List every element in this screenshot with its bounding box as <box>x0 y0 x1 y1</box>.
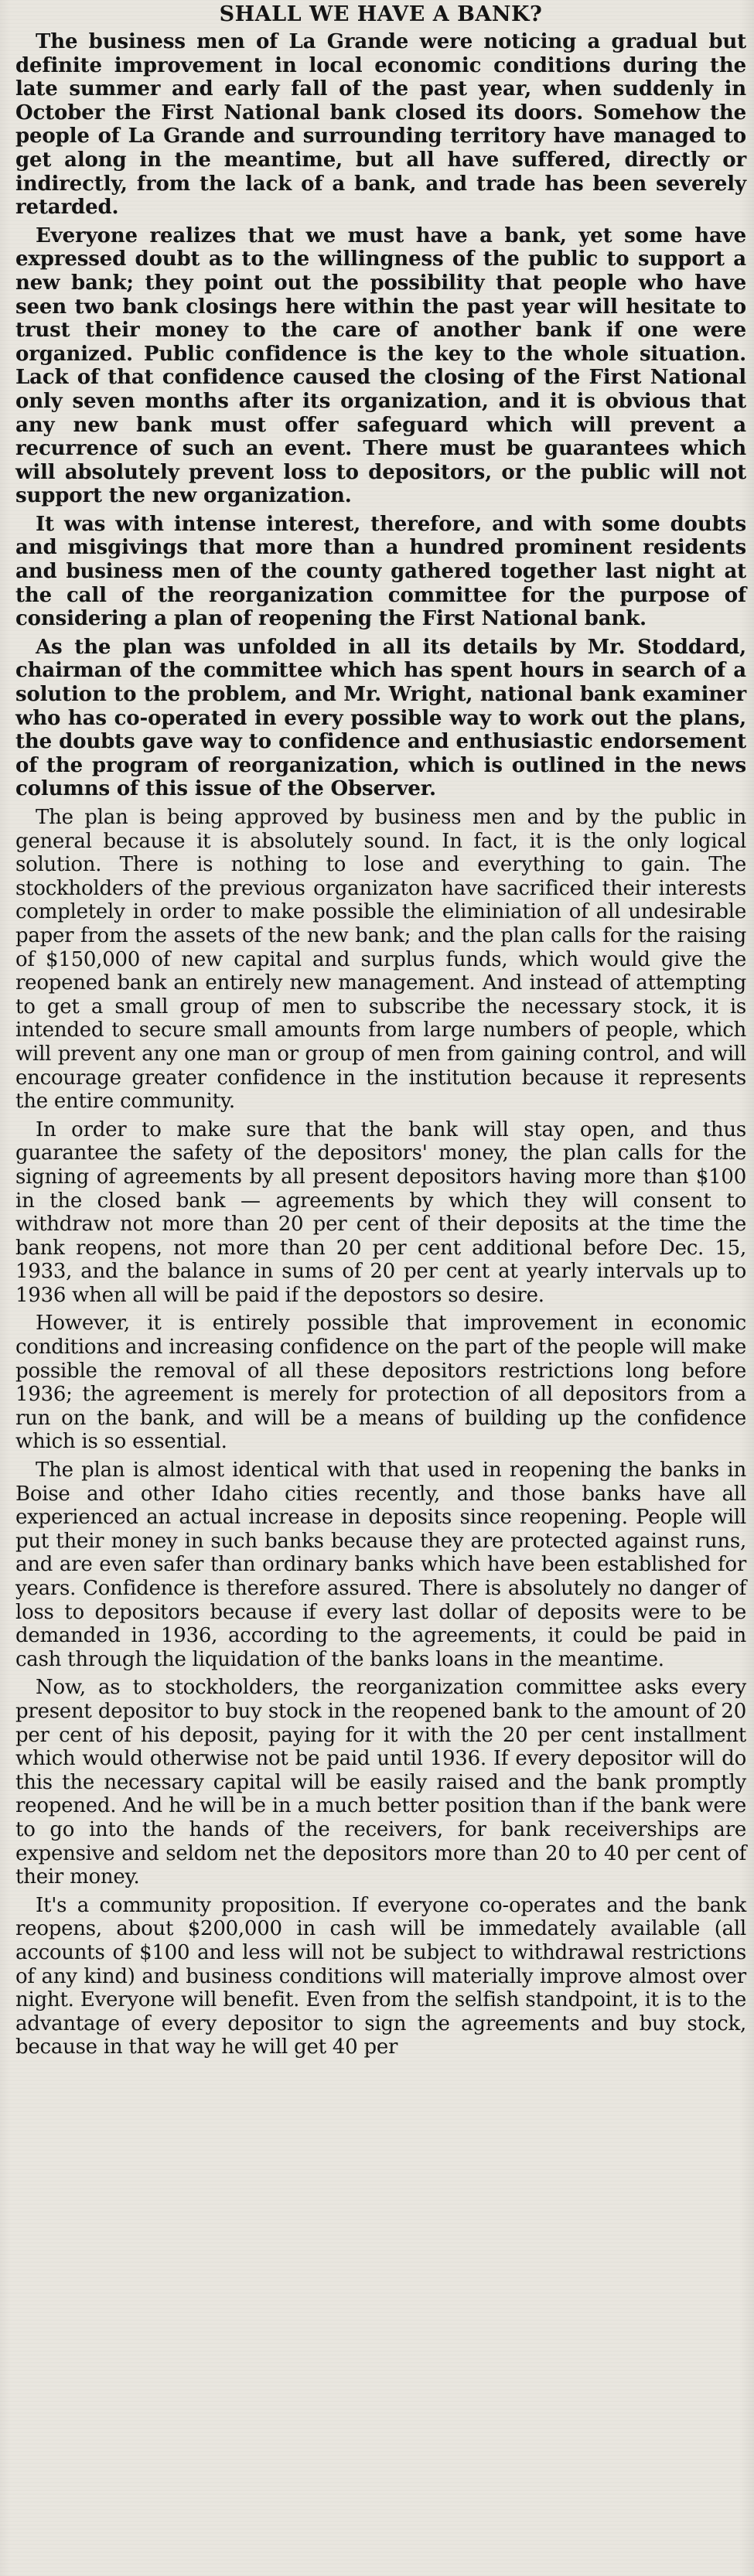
article-paragraph-2: Everyone realizes that we must have a bank, yet some have expressed doubt as to the willingness of the public to support a new bank; they point out the possibility that people who have seen two bank closings here within the past year will hesitate to trust their money to the care of another bank if one were organized. Public confidence is the key to the whole situation. Lack of that confidence caused the closing of the First National only seven months after its organization, and it is obvious that any new bank must offer safeguard which will prevent a recurrence of such an event. There must be guarantees which will absolutely prevent loss to depositors, or the public will not support the new organization. <box>15 223 746 508</box>
article-body <box>15 30 746 2059</box>
article-paragraph-3: It was with intense interest, therefore, and with some doubts and misgivings that more than a hundred prominent residents and business men of the county gathered together last night at the call of the reorganization committee for the purpose of considering a plan of reopening the First National bank. <box>15 512 746 631</box>
article-paragraph-8: The plan is almost identical with that used in reopening the banks in Boise and other Idaho cities recently, and those banks have all experienced an actual increase in deposits since reopening. People will put their money in such banks because they are protected against runs, and are even safer than ordinary banks which have been established for years. Confidence is therefore assured. There is absolutely no danger of loss to depositors because if every last dollar of deposits were to be demanded in 1936, according to the agreements, it could be paid in cash through the liquidation of the banks loans in the meantime. <box>15 1459 746 1671</box>
article-paragraph-4: As the plan was unfolded in all its details by Mr. Stoddard, chairman of the committee which has spent hours in search of a solution to the problem, and Mr. Wright, national bank examiner who has co-operated in every possible way to work out the plans, the doubts gave way to confidence and enthusiastic endorsement of the program of reorganization, which is outlined in the news columns of this issue of the Observer. <box>15 635 746 801</box>
article-paragraph-7: However, it is entirely possible that improvement in economic conditions and increasing confidence on the part of the people will make possible the removal of all these depositors restrictions long before 1936; the agreement is merely for protection of all depositors from a run on the bank, and will be a means of building up the confidence which is so essential. <box>15 1312 746 1454</box>
article-paragraph-10: It's a community proposition. If everyone co-operates and the bank reopens, about $200,000 in cash will be immedately available (all accounts of $100 and less will not be subject to withdrawal restrictions of any kind) and business conditions will materially improve almost over night. Everyone will benefit. Even from the selfish standpoint, it is to the advantage of every depositor to sign the agreements and buy stock, because in that way he will get 40 per <box>15 1893 746 2059</box>
article-paragraph-9: Now, as to stockholders, the reorganization committee asks every present depositor to buy stock in the reopened bank to the amount of 20 per cent of his deposit, paying for it with the 20 per cent installment which would otherwise not be paid until 1936. If every depositor will do this the necessary capital will be easily raised and the bank promptly reopened. And he will be in a much better position than if the bank were to go into the hands of the receivers, for bank receiverships are expensive and seldom net the depositors more than 20 to 40 per cent of their money. <box>15 1676 746 1889</box>
article-paragraph-1: The business men of La Grande were noticing a gradual but definite improvement in local economic conditions during the late summer and early fall of the past year, when suddenly in October the First National bank closed its doors. Somehow the people of La Grande and surrounding territory have managed to get along in the meantime, but all have suffered, directly or indirectly, from the lack of a bank, and trade has been severely retarded. <box>15 30 746 220</box>
article-headline: SHALL WE HAVE A BANK? <box>219 2 543 26</box>
article-paragraph-5: The plan is being approved by business men and by the public in general because it is absolutely sound. In fact, it is the only logical solution. There is nothing to lose and everything to gain. The stockholders of the previous organizaton have sacrificed their interests completely in order to make possible the eliminiation of all undesirable paper from the assets of the new bank; and the plan calls for the raising of $150,000 of new capital and surplus funds, which would give the reopened bank an entirely new management. And instead of attempting to get a small group of men to subscribe the necessary stock, it is intended to secure small amounts from large numbers of people, which will prevent any one man or group of men from gaining control, and will encourage greater confidence in the institution because it represents the entire community. <box>15 806 746 1114</box>
article-paragraph-6: In order to make sure that the bank will stay open, and thus guarantee the safety of the depositors' money, the plan calls for the signing of agreements by all present depositors having more than $100 in the closed bank — agreements by which they will consent to withdraw not more than 20 per cent of their deposits at the time the bank reopens, not more than 20 per cent additional before Dec. 15, 1933, and the balance in sums of 20 per cent at yearly intervals up to 1936 when all will be paid if the depostors so desire. <box>15 1117 746 1307</box>
